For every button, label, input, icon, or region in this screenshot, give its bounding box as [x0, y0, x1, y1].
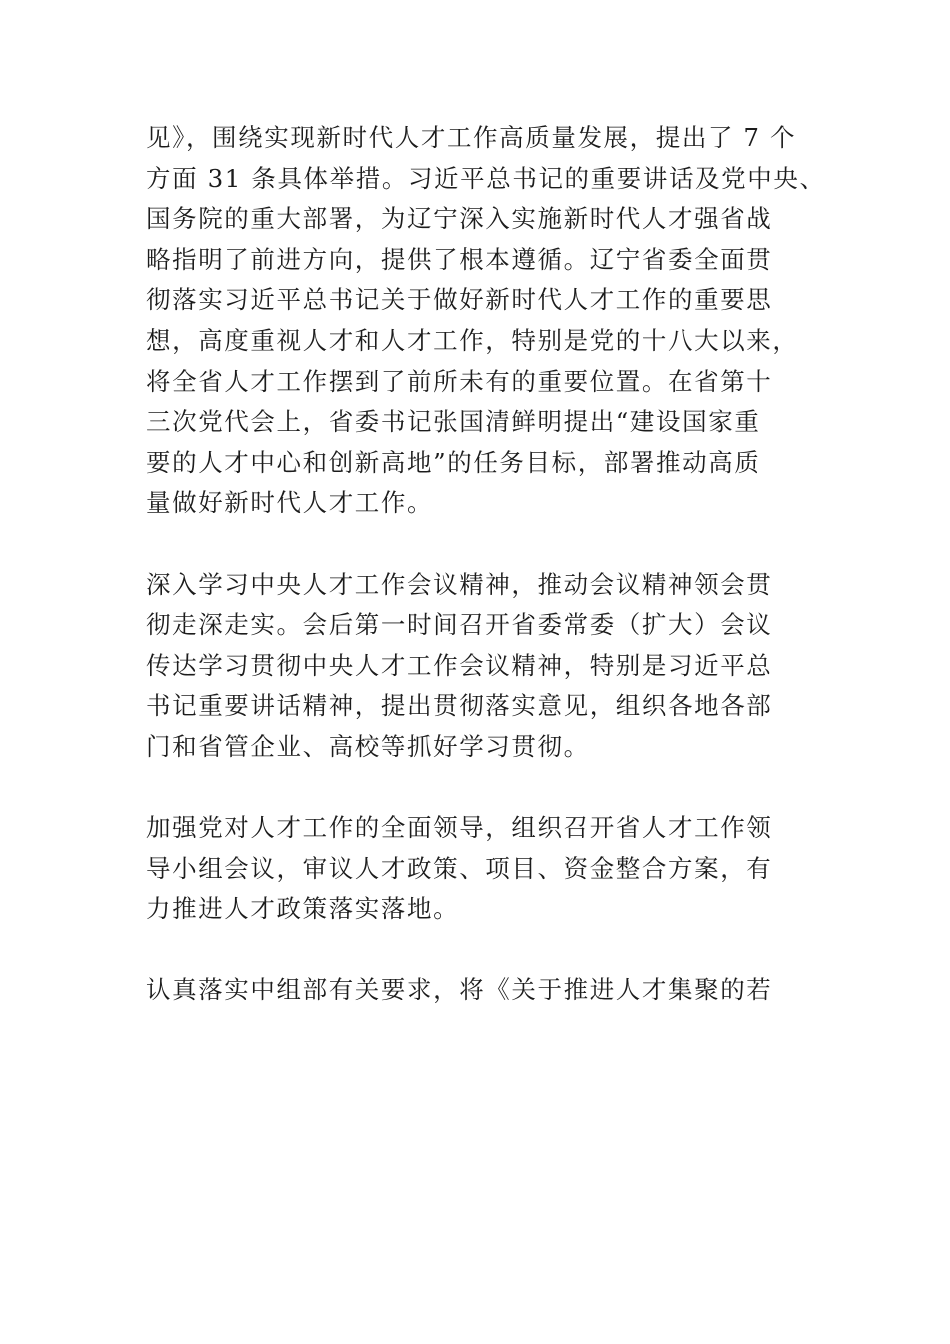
text-line: 书记重要讲话精神，提出贯彻落实意见，组织各地各部: [146, 691, 773, 721]
text-line: 想，高度重视人才和人才工作，特别是党的十八大以来，: [146, 325, 799, 355]
text-line: 略指明了前进方向，提供了根本遵循。辽宁省委全面贯: [146, 244, 773, 274]
text-line: 认真落实中组部有关要求，将《关于推进人才集聚的若: [146, 975, 773, 1005]
text-line: 深入学习中央人才工作会议精神，推动会议精神领会贯: [146, 569, 773, 599]
text-line: 三次党代会上，省委书记张国清鲜明提出“建设国家重: [146, 407, 761, 437]
text-line: 国务院的重大部署，为辽宁深入实施新时代人才强省战: [146, 204, 773, 234]
text-line: 门和省管企业、高校等抓好学习贯彻。: [146, 731, 590, 761]
paragraph-spacer: [146, 768, 836, 809]
text-line: 要的人才中心和创新高地”的任务目标，部署推动高质: [146, 447, 761, 477]
text-line: 传达学习贯彻中央人才工作会议精神，特别是习近平总: [146, 650, 773, 680]
text-line: 将全省人才工作摆到了前所未有的重要位置。在省第十: [146, 366, 773, 396]
paragraph-spacer: [146, 524, 836, 565]
text-line: 见》，围绕实现新时代人才工作高质量发展，提出了 7 个: [146, 123, 797, 152]
text-line: 加强党对人才工作的全面领导，组织召开省人才工作领: [146, 813, 773, 843]
paragraph-1: [146, 118, 836, 524]
paragraph-4: [146, 970, 836, 1011]
text-line: 彻落实习近平总书记关于做好新时代人才工作的重要思: [146, 285, 773, 315]
document-body: [146, 118, 836, 1011]
paragraph-2: [146, 565, 836, 768]
text-line: 导小组会议，审议人才政策、项目、资金整合方案，有: [146, 853, 773, 883]
text-line: 方面 31 条具体举措。习近平总书记的重要讲话及党中央、: [146, 163, 826, 193]
paragraph-spacer: [146, 930, 836, 971]
paragraph-3: [146, 808, 836, 930]
text-line: 彻走深走实。会后第一时间召开省委常委（扩大）会议: [146, 610, 773, 640]
text-line: 力推进人才政策落实落地。: [146, 894, 460, 924]
text-line: 量做好新时代人才工作。: [146, 488, 434, 518]
